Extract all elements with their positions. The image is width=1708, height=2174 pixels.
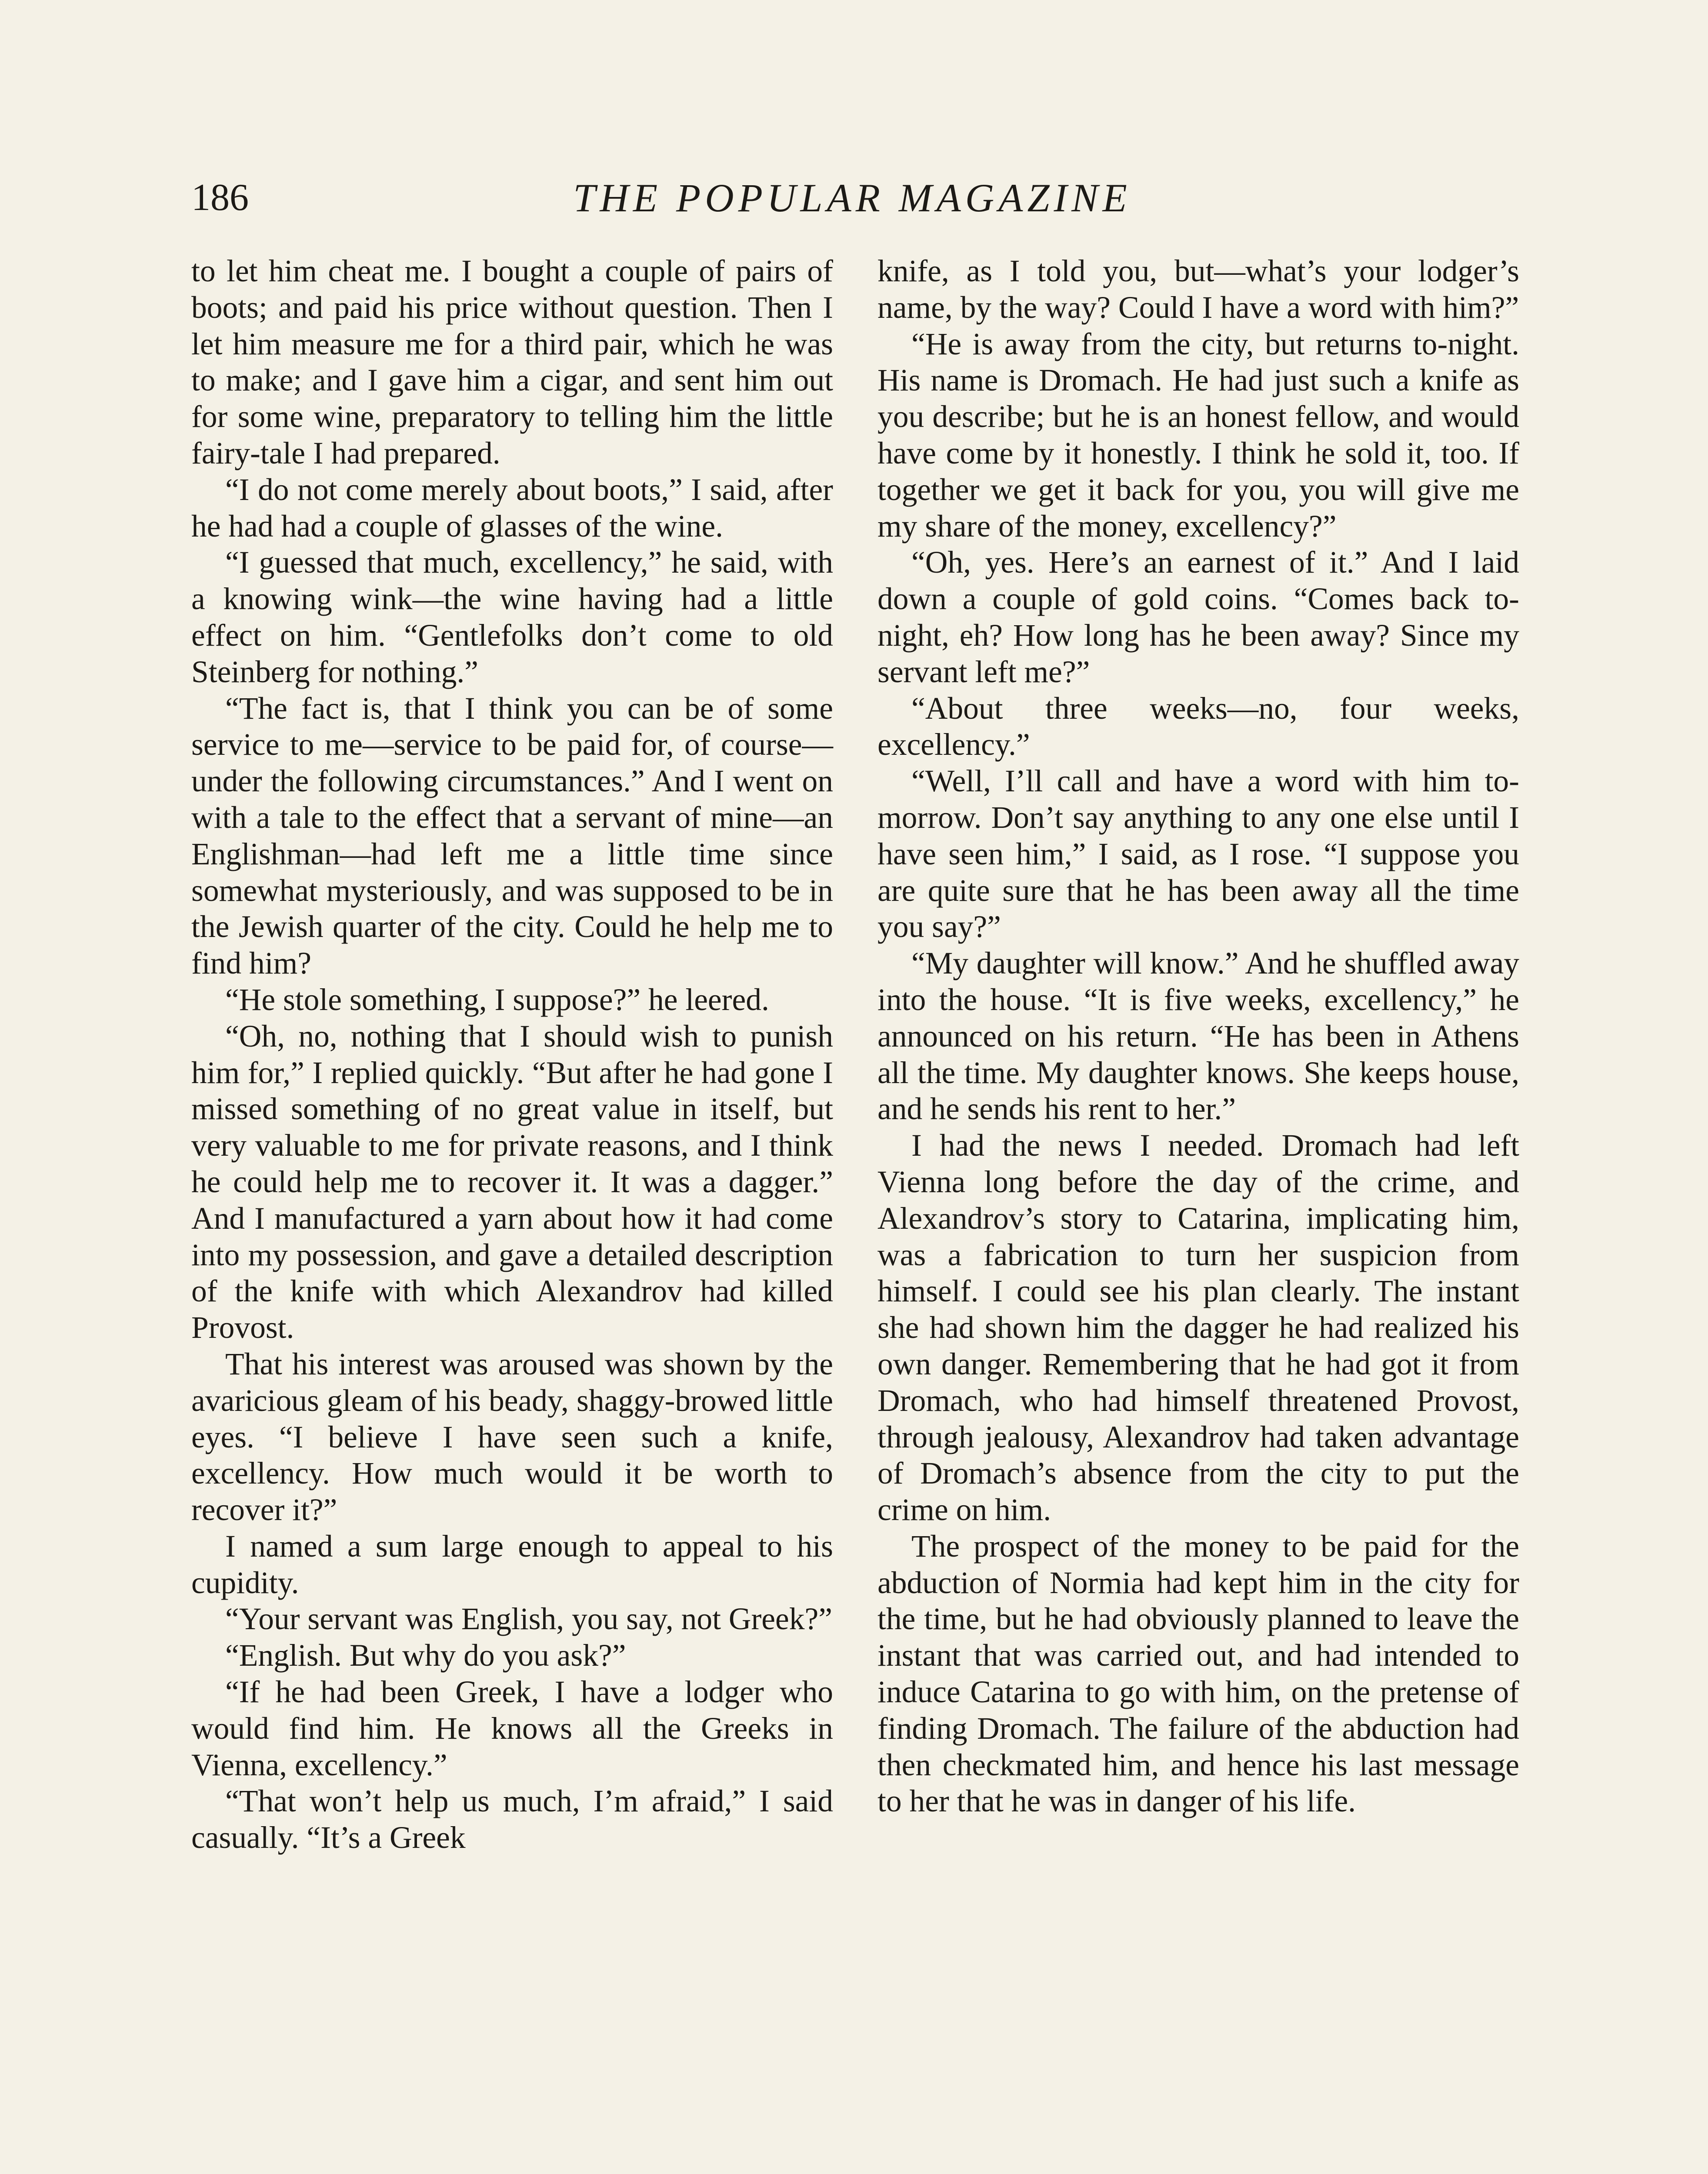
paragraph: “About three weeks—no, four weeks, excellency.” [877,691,1519,762]
paragraph: “I guessed that much, excellency,” he said, with a knowing wink—the wine having had a little effect on him. “Gentlefolks don’t come to old Steinberg for nothing.” [191,545,833,689]
paragraph: That his interest was aroused was shown by the avaricious gleam of his beady, shaggy-browed little eyes. “I believe I have seen such a knife, excellency. How much would it be worth to recover it?” [191,1347,833,1527]
paragraph: “That won’t help us much, I’m afraid,” I said casually. “It’s a Greek [191,1784,833,1855]
paragraph: knife, as I told you, but—what’s your lodger’s name, by the way? Could I have a word with him?” [877,254,1519,325]
paragraph: I had the news I needed. Dromach had left Vienna long before the day of the crime, and Alexandrov’s story to Catarina, implicating him, was a fabrication to turn her suspicion from himself. I could see his plan clearly. The instant she had shown him the dagger he had realized his own danger. Remembering that he had got it from Dromach, who had himself threatened Provost, through jealousy, Alexandrov had taken advantage of Dromach’s absence from the city to put the crime on him. [877,1128,1519,1527]
paragraph: “My daughter will know.” And he shuffled away into the house. “It is five weeks, excellency,” he announced on his return. “He has been in Athens all the time. My daughter knows. She keeps house, and he sends his rent to her.” [877,946,1519,1127]
paragraph: “Your servant was English, you say, not Greek?” [225,1602,832,1637]
paragraph: The prospect of the money to be paid for the abduction of Normia had kept him in the city for the time, but he had obviously planned to leave the instant that was carried out, and had intended to induce Catarina to go with him, on the pretense of finding Dromach. The failure of the abduction had then checkmated him, and hence his last message to her that he was in danger of his life. [877,1529,1519,1819]
left-column [191,253,833,1856]
paragraph: “Oh, yes. Here’s an earnest of it.” And I laid down a couple of gold coins. “Comes back to-night, eh? How long has he been away? Since my servant left me?” [877,545,1519,689]
paragraph: “I do not come merely about boots,” I said, after he had had a couple of glasses of the wine. [191,472,833,544]
paragraph: I named a sum large enough to appeal to his cupidity. [191,1529,833,1600]
paragraph: “Oh, no, nothing that I should wish to punish him for,” I replied quickly. “But after he had gone I missed something of no great value in itself, but very valuable to me for private reasons, and I think he could help me to recover it. It was a dagger.” And I manufactured a yarn about how it had come into my possession, and gave a detailed description of the knife with which Alexandrov had killed Provost. [191,1019,833,1345]
paragraph: “Well, I’ll call and have a word with him to-morrow. Don’t say anything to any one else until I have seen him,” I said, as I rose. “I suppose you are quite sure that he has been away all the time you say?” [877,764,1519,944]
page-number: 186 [191,177,249,219]
paragraph: “He stole something, I suppose?” he leered. [225,982,769,1017]
right-column [877,253,1519,1820]
paragraph: “The fact is, that I think you can be of some service to me—service to be paid for, of course—under the following circumstances.” And I went on with a tale to the effect that a servant of mine—an Englishman—had left me a little time since somewhat mysteriously, and was supposed to be in the Jewish quarter of the city. Could he help me to find him? [191,691,833,981]
page-header [191,172,1513,224]
paragraph: “If he had been Greek, I have a lodger who would find him. He knows all the Greeks in Vienna, excellency.” [191,1675,833,1782]
paragraph: to let him cheat me. I bought a couple of pairs of boots; and paid his price without question. Then I let him measure me for a third pair, which he was to make; and I gave him a cigar, and sent him out for some wine, preparatory to telling him the little fairy-tale I had prepared. [191,254,833,470]
running-title: THE POPULAR MAGAZINE [573,176,1131,220]
paragraph: “He is away from the city, but returns to-night. His name is Dromach. He had just such a knife as you describe; but he is an honest fellow, and would have come by it honestly. I think he sold it, too. If together we get it back for you, you will give me my share of the money, excellency?” [877,327,1519,544]
paragraph: “English. But why do you ask?” [225,1638,626,1673]
